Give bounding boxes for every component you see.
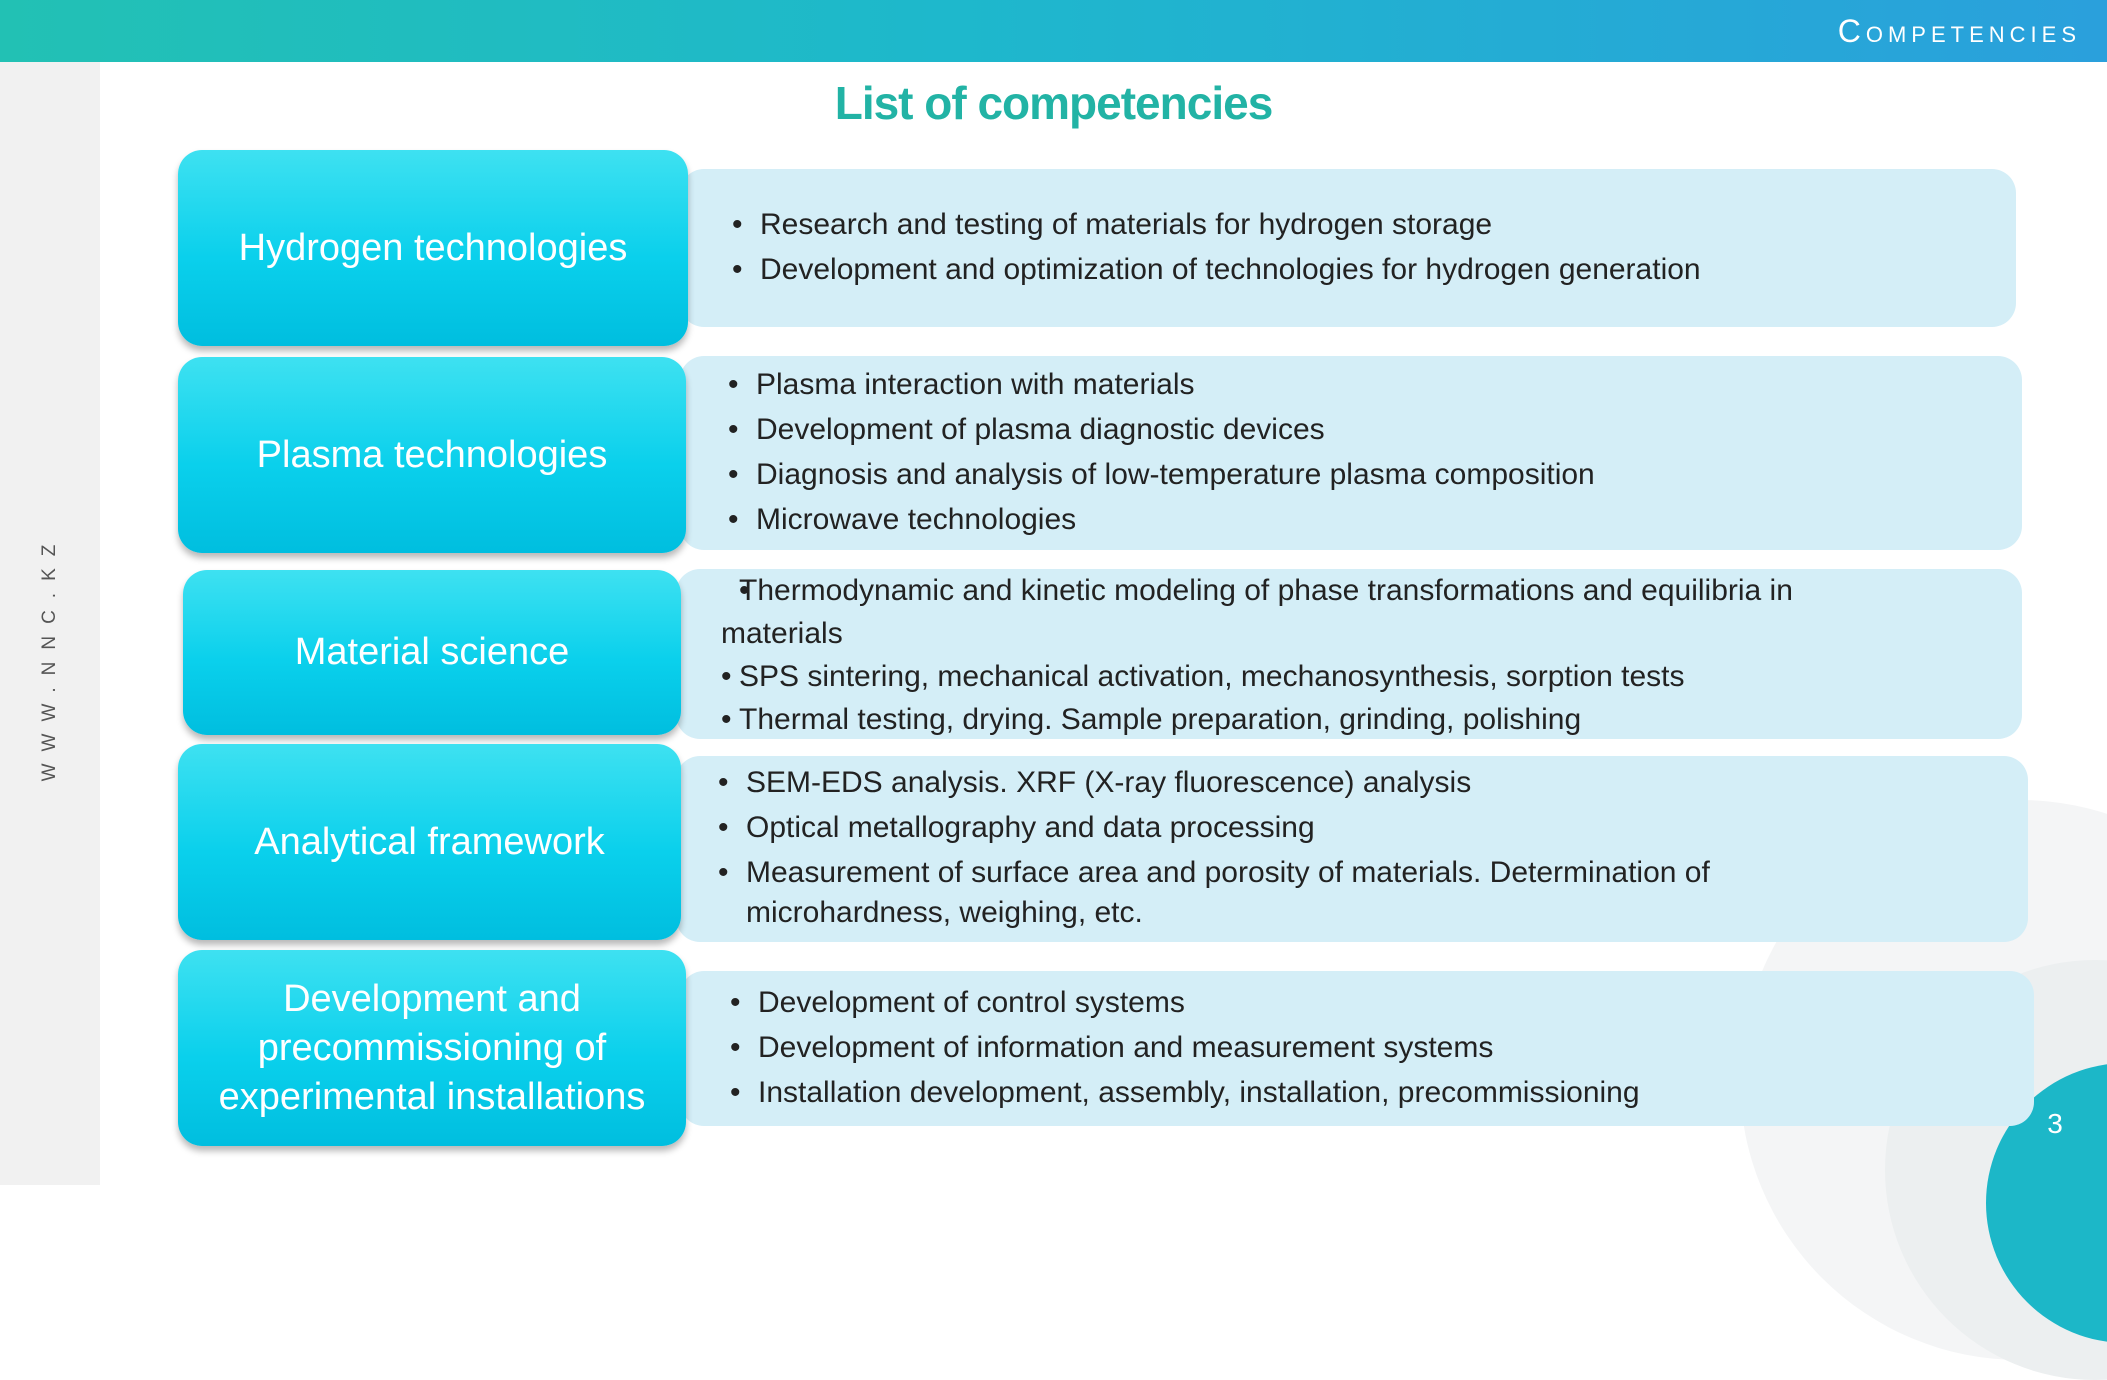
competency-items: [728, 980, 2008, 1115]
competency-items: [721, 569, 1901, 741]
list-item: • Development of control systems: [728, 980, 2008, 1025]
list-item: • Research and testing of materials for hydrogen storage: [730, 202, 1990, 247]
list-item: • Installation development, assembly, installation, precommissioning: [728, 1070, 2008, 1115]
competency-name: Hydrogen technologies: [238, 226, 628, 269]
list-item: • SEM-EDS analysis. XRF (X-ray fluorescence) analysis: [716, 760, 1826, 805]
competency-label: [178, 357, 686, 553]
competency-items: [716, 760, 1826, 933]
sidebar: [0, 62, 100, 1185]
header-bar: [0, 0, 2107, 62]
page-number: 3: [2047, 1108, 2063, 1139]
list-item: • Development of information and measurement systems: [728, 1025, 2008, 1070]
website-label: WWW.NNC.KZ: [39, 532, 60, 782]
list-item: • Microwave technologies: [726, 497, 1996, 542]
list-item: • Optical metallography and data processing: [716, 805, 1826, 850]
section-title: Competencies: [1837, 13, 2081, 49]
list-item: • Plasma interaction with materials: [726, 362, 1996, 407]
list-item: • SPS sintering, mechanical activation, mechanosynthesis, sorption tests: [721, 655, 1901, 698]
page-title: List of competencies: [834, 77, 1273, 129]
list-item: • Development of plasma diagnostic devices: [726, 407, 1996, 452]
list-item: • Measurement of surface area and porosity of materials. Determination of microhardness, weighing, etc.: [716, 853, 1826, 933]
competency-items: [726, 362, 1996, 542]
list-item: • Diagnosis and analysis of low-temperature plasma composition: [726, 452, 1996, 497]
competency-items: [730, 202, 1990, 292]
list-item: • Development and optimization of technologies for hydrogen generation: [730, 247, 1990, 292]
list-item: • Thermodynamic and kinetic modeling of phase transformations and equilibria in materials: [721, 569, 1901, 655]
competency-label: [183, 570, 681, 735]
list-item: • Thermal testing, drying. Sample preparation, grinding, polishing: [721, 698, 1901, 741]
competency-name: Development and precommissioning of experimental installations: [218, 977, 646, 1118]
competency-label: [178, 950, 686, 1146]
competency-name: Analytical framework: [254, 820, 605, 863]
competency-label: [178, 150, 688, 346]
competency-label: [178, 744, 681, 940]
competency-name: Material science: [294, 631, 570, 673]
competency-name: Plasma technologies: [256, 433, 608, 476]
